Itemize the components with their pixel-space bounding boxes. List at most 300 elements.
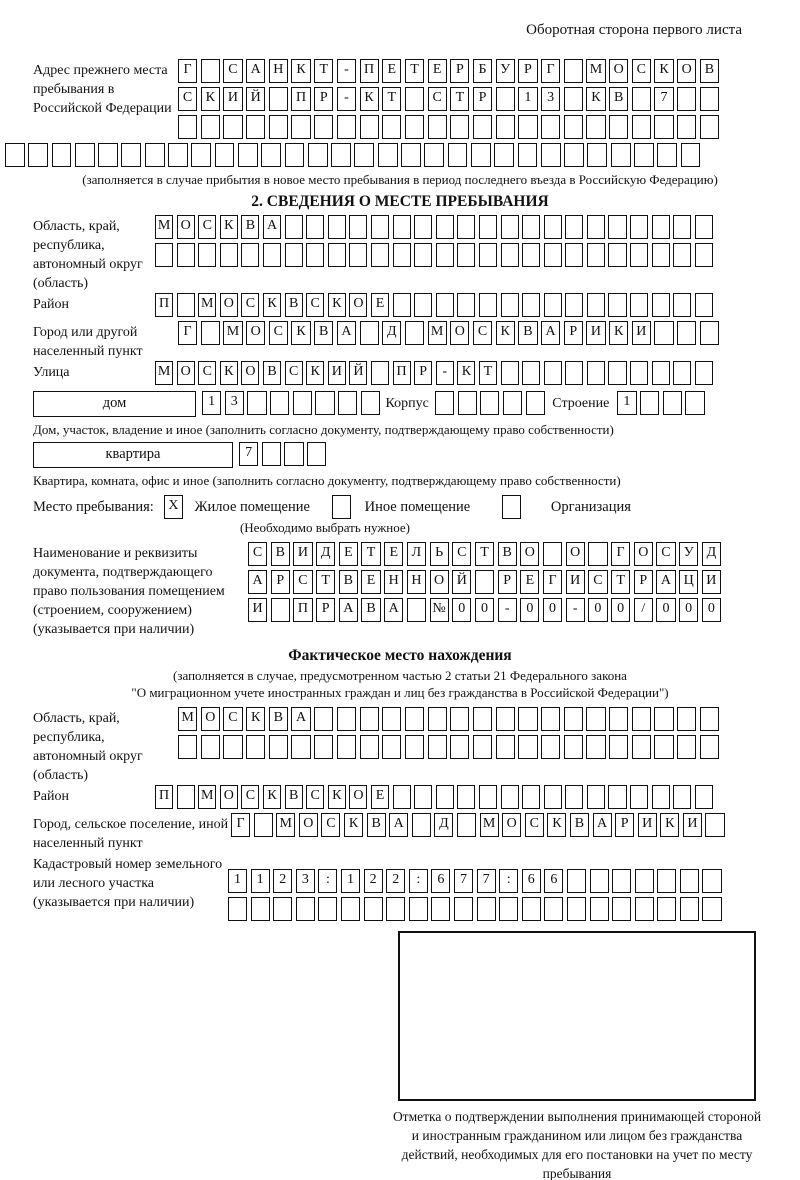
- char-cell[interactable]: [354, 143, 374, 167]
- char-cell[interactable]: 3: [541, 87, 560, 111]
- char-cell[interactable]: С: [269, 321, 288, 345]
- char-cell[interactable]: 1: [617, 391, 636, 415]
- char-cell[interactable]: П: [155, 293, 173, 317]
- char-cell[interactable]: [695, 243, 713, 267]
- char-cell[interactable]: С: [178, 87, 197, 111]
- char-cell[interactable]: Г: [541, 59, 560, 83]
- char-cell[interactable]: [673, 785, 691, 809]
- char-cell[interactable]: 0: [475, 598, 494, 622]
- char-cell[interactable]: 1: [251, 869, 270, 893]
- char-cell[interactable]: [705, 813, 724, 837]
- char-cell[interactable]: С: [452, 542, 471, 566]
- char-cell[interactable]: Й: [246, 87, 265, 111]
- char-cell[interactable]: И: [293, 542, 312, 566]
- char-cell[interactable]: О: [520, 542, 539, 566]
- char-cell[interactable]: Е: [384, 542, 403, 566]
- char-cell[interactable]: [401, 143, 421, 167]
- char-cell[interactable]: [587, 785, 605, 809]
- char-cell[interactable]: К: [660, 813, 679, 837]
- char-cell[interactable]: [306, 215, 324, 239]
- char-cell[interactable]: Е: [361, 570, 380, 594]
- char-cell[interactable]: [608, 215, 626, 239]
- char-cell[interactable]: С: [241, 785, 259, 809]
- char-cell[interactable]: [663, 391, 682, 415]
- char-cell[interactable]: В: [570, 813, 589, 837]
- char-cell[interactable]: О: [430, 570, 449, 594]
- char-cell[interactable]: [635, 897, 654, 921]
- char-cell[interactable]: О: [566, 542, 585, 566]
- char-cell[interactable]: [588, 542, 607, 566]
- char-cell[interactable]: [293, 391, 312, 415]
- char-cell[interactable]: [360, 707, 379, 731]
- char-cell[interactable]: [331, 143, 351, 167]
- char-cell[interactable]: [436, 785, 454, 809]
- char-cell[interactable]: [654, 735, 673, 759]
- char-cell[interactable]: [98, 143, 118, 167]
- char-cell[interactable]: [677, 735, 696, 759]
- char-cell[interactable]: М: [198, 293, 216, 317]
- char-cell[interactable]: [450, 735, 469, 759]
- char-cell[interactable]: [121, 143, 141, 167]
- char-cell[interactable]: Т: [611, 570, 630, 594]
- char-cell[interactable]: [700, 321, 719, 345]
- char-cell[interactable]: [654, 115, 673, 139]
- char-cell[interactable]: А: [291, 707, 310, 731]
- char-cell[interactable]: С: [285, 361, 303, 385]
- char-cell[interactable]: [201, 59, 220, 83]
- char-cell[interactable]: [382, 735, 401, 759]
- char-cell[interactable]: [565, 243, 583, 267]
- char-cell[interactable]: С: [198, 215, 216, 239]
- char-cell[interactable]: А: [384, 598, 403, 622]
- char-cell[interactable]: [414, 785, 432, 809]
- char-cell[interactable]: Р: [271, 570, 290, 594]
- char-cell[interactable]: [201, 735, 220, 759]
- char-cell[interactable]: Д: [702, 542, 721, 566]
- char-cell[interactable]: [145, 143, 165, 167]
- char-cell[interactable]: [695, 361, 713, 385]
- char-cell[interactable]: Р: [498, 570, 517, 594]
- char-cell[interactable]: П: [293, 598, 312, 622]
- char-cell[interactable]: [522, 897, 541, 921]
- char-cell[interactable]: [238, 143, 258, 167]
- char-cell[interactable]: К: [246, 707, 265, 731]
- char-cell[interactable]: В: [518, 321, 537, 345]
- char-cell[interactable]: [541, 735, 560, 759]
- char-cell[interactable]: В: [361, 598, 380, 622]
- char-cell[interactable]: [457, 293, 475, 317]
- char-cell[interactable]: 6: [544, 869, 563, 893]
- char-cell[interactable]: М: [223, 321, 242, 345]
- char-cell[interactable]: [428, 115, 447, 139]
- char-cell[interactable]: А: [389, 813, 408, 837]
- char-cell[interactable]: [565, 785, 583, 809]
- char-cell[interactable]: [544, 361, 562, 385]
- char-cell[interactable]: [393, 215, 411, 239]
- char-cell[interactable]: [337, 735, 356, 759]
- char-cell[interactable]: [296, 897, 315, 921]
- char-cell[interactable]: [371, 215, 389, 239]
- char-cell[interactable]: О: [241, 361, 259, 385]
- char-cell[interactable]: [285, 215, 303, 239]
- char-cell[interactable]: [263, 243, 281, 267]
- char-cell[interactable]: [473, 735, 492, 759]
- char-cell[interactable]: О: [349, 785, 367, 809]
- char-cell[interactable]: [564, 143, 584, 167]
- char-cell[interactable]: 7: [239, 442, 258, 466]
- char-cell[interactable]: А: [246, 59, 265, 83]
- char-cell[interactable]: [609, 115, 628, 139]
- char-cell[interactable]: Г: [543, 570, 562, 594]
- char-cell[interactable]: [496, 115, 515, 139]
- char-cell[interactable]: 0: [543, 598, 562, 622]
- char-cell[interactable]: В: [314, 321, 333, 345]
- char-cell[interactable]: К: [220, 215, 238, 239]
- char-cell[interactable]: [565, 361, 583, 385]
- char-cell[interactable]: М: [586, 59, 605, 83]
- char-cell[interactable]: [435, 391, 454, 415]
- char-cell[interactable]: [587, 143, 607, 167]
- char-cell[interactable]: К: [654, 59, 673, 83]
- char-cell[interactable]: [270, 391, 289, 415]
- char-cell[interactable]: А: [248, 570, 267, 594]
- char-cell[interactable]: [247, 391, 266, 415]
- char-cell[interactable]: [677, 115, 696, 139]
- char-cell[interactable]: [496, 735, 515, 759]
- char-cell[interactable]: Р: [414, 361, 432, 385]
- char-cell[interactable]: [632, 707, 651, 731]
- char-cell[interactable]: А: [339, 598, 358, 622]
- char-cell[interactable]: Н: [384, 570, 403, 594]
- char-cell[interactable]: В: [700, 59, 719, 83]
- char-cell[interactable]: -: [337, 87, 356, 111]
- char-cell[interactable]: Г: [231, 813, 250, 837]
- char-cell[interactable]: [457, 785, 475, 809]
- char-cell[interactable]: О: [177, 361, 195, 385]
- char-cell[interactable]: [544, 243, 562, 267]
- char-cell[interactable]: :: [499, 869, 518, 893]
- char-cell[interactable]: А: [656, 570, 675, 594]
- char-cell[interactable]: [652, 785, 670, 809]
- char-cell[interactable]: [544, 897, 563, 921]
- char-cell[interactable]: К: [201, 87, 220, 111]
- char-cell[interactable]: [328, 243, 346, 267]
- char-cell[interactable]: [337, 707, 356, 731]
- char-cell[interactable]: Р: [450, 59, 469, 83]
- char-cell[interactable]: [522, 361, 540, 385]
- char-cell[interactable]: 3: [296, 869, 315, 893]
- char-cell[interactable]: Б: [473, 59, 492, 83]
- char-cell[interactable]: М: [178, 707, 197, 731]
- char-cell[interactable]: Ц: [679, 570, 698, 594]
- char-cell[interactable]: [518, 735, 537, 759]
- char-cell[interactable]: [700, 707, 719, 731]
- char-cell[interactable]: 7: [654, 87, 673, 111]
- char-cell[interactable]: К: [220, 361, 238, 385]
- char-cell[interactable]: В: [339, 570, 358, 594]
- char-cell[interactable]: Е: [382, 59, 401, 83]
- char-cell[interactable]: 3: [225, 391, 244, 415]
- char-cell[interactable]: [378, 143, 398, 167]
- char-cell[interactable]: [518, 115, 537, 139]
- char-cell[interactable]: 6: [431, 869, 450, 893]
- char-cell[interactable]: Р: [473, 87, 492, 111]
- char-cell[interactable]: 6: [522, 869, 541, 893]
- char-cell[interactable]: В: [285, 785, 303, 809]
- char-cell[interactable]: [479, 215, 497, 239]
- char-cell[interactable]: [608, 293, 626, 317]
- char-cell[interactable]: [318, 897, 337, 921]
- char-cell[interactable]: 2: [273, 869, 292, 893]
- char-cell[interactable]: [360, 115, 379, 139]
- char-cell[interactable]: [215, 143, 235, 167]
- char-cell[interactable]: [541, 143, 561, 167]
- char-cell[interactable]: Т: [450, 87, 469, 111]
- char-cell[interactable]: С: [321, 813, 340, 837]
- char-cell[interactable]: Т: [479, 361, 497, 385]
- char-cell[interactable]: [652, 293, 670, 317]
- char-cell[interactable]: [75, 143, 95, 167]
- char-cell[interactable]: [5, 143, 25, 167]
- char-cell[interactable]: В: [269, 707, 288, 731]
- char-cell[interactable]: Е: [428, 59, 447, 83]
- char-cell[interactable]: И: [566, 570, 585, 594]
- char-cell[interactable]: [652, 243, 670, 267]
- char-cell[interactable]: [285, 243, 303, 267]
- char-cell[interactable]: Т: [475, 542, 494, 566]
- char-cell[interactable]: [522, 243, 540, 267]
- char-cell[interactable]: [499, 897, 518, 921]
- char-cell[interactable]: [479, 293, 497, 317]
- char-cell[interactable]: О: [609, 59, 628, 83]
- char-cell[interactable]: [254, 813, 273, 837]
- char-cell[interactable]: К: [586, 87, 605, 111]
- char-cell[interactable]: [608, 361, 626, 385]
- char-cell[interactable]: [285, 143, 305, 167]
- checkbox-org[interactable]: [502, 495, 525, 519]
- char-cell[interactable]: [564, 59, 583, 83]
- char-cell[interactable]: [612, 897, 631, 921]
- char-cell[interactable]: [308, 143, 328, 167]
- char-cell[interactable]: О: [299, 813, 318, 837]
- char-cell[interactable]: /: [634, 598, 653, 622]
- char-cell[interactable]: К: [328, 785, 346, 809]
- char-cell[interactable]: У: [679, 542, 698, 566]
- char-cell[interactable]: [52, 143, 72, 167]
- char-cell[interactable]: [475, 570, 494, 594]
- char-cell[interactable]: [609, 735, 628, 759]
- char-cell[interactable]: [314, 735, 333, 759]
- checkbox-zhiloe[interactable]: [164, 495, 187, 519]
- char-cell[interactable]: [657, 143, 677, 167]
- char-cell[interactable]: [677, 87, 696, 111]
- char-cell[interactable]: [587, 293, 605, 317]
- char-cell[interactable]: [479, 785, 497, 809]
- char-cell[interactable]: [630, 785, 648, 809]
- char-cell[interactable]: И: [638, 813, 657, 837]
- char-cell[interactable]: [177, 293, 195, 317]
- char-cell[interactable]: [501, 215, 519, 239]
- char-cell[interactable]: Р: [316, 598, 335, 622]
- char-cell[interactable]: [328, 215, 346, 239]
- char-cell[interactable]: П: [291, 87, 310, 111]
- char-cell[interactable]: [480, 391, 499, 415]
- char-cell[interactable]: [251, 897, 270, 921]
- char-cell[interactable]: [496, 87, 515, 111]
- char-cell[interactable]: Е: [520, 570, 539, 594]
- char-cell[interactable]: [291, 115, 310, 139]
- char-cell[interactable]: [586, 735, 605, 759]
- char-cell[interactable]: [448, 143, 468, 167]
- char-cell[interactable]: К: [263, 293, 281, 317]
- char-cell[interactable]: Е: [371, 293, 389, 317]
- char-cell[interactable]: И: [328, 361, 346, 385]
- char-cell[interactable]: [405, 115, 424, 139]
- char-cell[interactable]: [405, 321, 424, 345]
- char-cell[interactable]: Й: [452, 570, 471, 594]
- char-cell[interactable]: [632, 735, 651, 759]
- char-cell[interactable]: [680, 869, 699, 893]
- char-cell[interactable]: [502, 495, 521, 519]
- char-cell[interactable]: №: [430, 598, 449, 622]
- char-cell[interactable]: [360, 321, 379, 345]
- char-cell[interactable]: Л: [407, 542, 426, 566]
- char-cell[interactable]: 7: [477, 869, 496, 893]
- char-cell[interactable]: О: [220, 293, 238, 317]
- char-cell[interactable]: 2: [364, 869, 383, 893]
- char-cell[interactable]: О: [246, 321, 265, 345]
- char-cell[interactable]: И: [223, 87, 242, 111]
- char-cell[interactable]: [332, 495, 351, 519]
- char-cell[interactable]: О: [634, 542, 653, 566]
- char-cell[interactable]: [361, 391, 380, 415]
- char-cell[interactable]: [405, 707, 424, 731]
- char-cell[interactable]: В: [498, 542, 517, 566]
- char-cell[interactable]: [567, 897, 586, 921]
- char-cell[interactable]: [284, 442, 303, 466]
- char-cell[interactable]: [168, 143, 188, 167]
- char-cell[interactable]: [458, 391, 477, 415]
- char-cell[interactable]: [191, 143, 211, 167]
- char-cell[interactable]: О: [677, 59, 696, 83]
- char-cell[interactable]: 1: [202, 391, 221, 415]
- char-cell[interactable]: М: [155, 361, 173, 385]
- char-cell[interactable]: [612, 869, 631, 893]
- char-cell[interactable]: Р: [564, 321, 583, 345]
- char-cell[interactable]: 2: [386, 869, 405, 893]
- char-cell[interactable]: [273, 897, 292, 921]
- char-cell[interactable]: [223, 735, 242, 759]
- char-cell[interactable]: О: [201, 707, 220, 731]
- char-cell[interactable]: Т: [361, 542, 380, 566]
- char-cell[interactable]: [564, 707, 583, 731]
- char-cell[interactable]: [471, 143, 491, 167]
- char-cell[interactable]: [630, 293, 648, 317]
- char-cell[interactable]: [564, 735, 583, 759]
- char-cell[interactable]: [673, 243, 691, 267]
- char-cell[interactable]: Ь: [430, 542, 449, 566]
- char-cell[interactable]: [501, 785, 519, 809]
- char-cell[interactable]: [414, 215, 432, 239]
- char-cell[interactable]: [543, 542, 562, 566]
- char-cell[interactable]: М: [480, 813, 499, 837]
- char-cell[interactable]: К: [263, 785, 281, 809]
- char-cell[interactable]: К: [609, 321, 628, 345]
- char-cell[interactable]: [198, 243, 216, 267]
- char-cell[interactable]: С: [656, 542, 675, 566]
- char-cell[interactable]: [700, 87, 719, 111]
- char-cell[interactable]: [700, 115, 719, 139]
- char-cell[interactable]: [431, 897, 450, 921]
- char-cell[interactable]: [315, 391, 334, 415]
- char-cell[interactable]: [454, 897, 473, 921]
- char-cell[interactable]: [634, 143, 654, 167]
- char-cell[interactable]: [518, 143, 538, 167]
- char-cell[interactable]: [436, 215, 454, 239]
- char-cell[interactable]: :: [318, 869, 337, 893]
- char-cell[interactable]: Т: [316, 570, 335, 594]
- char-cell[interactable]: [241, 243, 259, 267]
- char-cell[interactable]: [220, 243, 238, 267]
- char-cell[interactable]: И: [632, 321, 651, 345]
- char-cell[interactable]: [360, 735, 379, 759]
- char-cell[interactable]: [424, 143, 444, 167]
- char-cell[interactable]: [564, 115, 583, 139]
- char-cell[interactable]: [544, 215, 562, 239]
- char-cell[interactable]: [590, 897, 609, 921]
- char-cell[interactable]: [652, 215, 670, 239]
- char-cell[interactable]: [587, 361, 605, 385]
- char-cell[interactable]: [178, 735, 197, 759]
- char-cell[interactable]: С: [293, 570, 312, 594]
- char-cell[interactable]: [501, 361, 519, 385]
- char-cell[interactable]: С: [241, 293, 259, 317]
- char-cell[interactable]: [632, 87, 651, 111]
- char-cell[interactable]: Р: [314, 87, 333, 111]
- char-cell[interactable]: 0: [611, 598, 630, 622]
- char-cell[interactable]: К: [328, 293, 346, 317]
- char-cell[interactable]: О: [502, 813, 521, 837]
- char-cell[interactable]: М: [276, 813, 295, 837]
- char-cell[interactable]: [428, 707, 447, 731]
- char-cell[interactable]: И: [248, 598, 267, 622]
- char-cell[interactable]: [450, 115, 469, 139]
- char-cell[interactable]: [677, 707, 696, 731]
- char-cell[interactable]: :: [409, 869, 428, 893]
- char-cell[interactable]: [291, 735, 310, 759]
- char-cell[interactable]: [338, 391, 357, 415]
- char-cell[interactable]: В: [271, 542, 290, 566]
- char-cell[interactable]: [269, 87, 288, 111]
- char-cell[interactable]: Д: [316, 542, 335, 566]
- char-cell[interactable]: [262, 442, 281, 466]
- char-cell[interactable]: [640, 391, 659, 415]
- char-cell[interactable]: Т: [382, 87, 401, 111]
- char-cell[interactable]: О: [177, 215, 195, 239]
- char-cell[interactable]: [677, 321, 696, 345]
- char-cell[interactable]: Н: [407, 570, 426, 594]
- char-cell[interactable]: [526, 391, 545, 415]
- char-cell[interactable]: Г: [178, 59, 197, 83]
- char-cell[interactable]: М: [428, 321, 447, 345]
- char-cell[interactable]: П: [360, 59, 379, 83]
- char-cell[interactable]: [428, 735, 447, 759]
- char-cell[interactable]: С: [588, 570, 607, 594]
- char-cell[interactable]: [702, 897, 721, 921]
- char-cell[interactable]: [364, 897, 383, 921]
- char-cell[interactable]: С: [306, 785, 324, 809]
- char-cell[interactable]: [457, 243, 475, 267]
